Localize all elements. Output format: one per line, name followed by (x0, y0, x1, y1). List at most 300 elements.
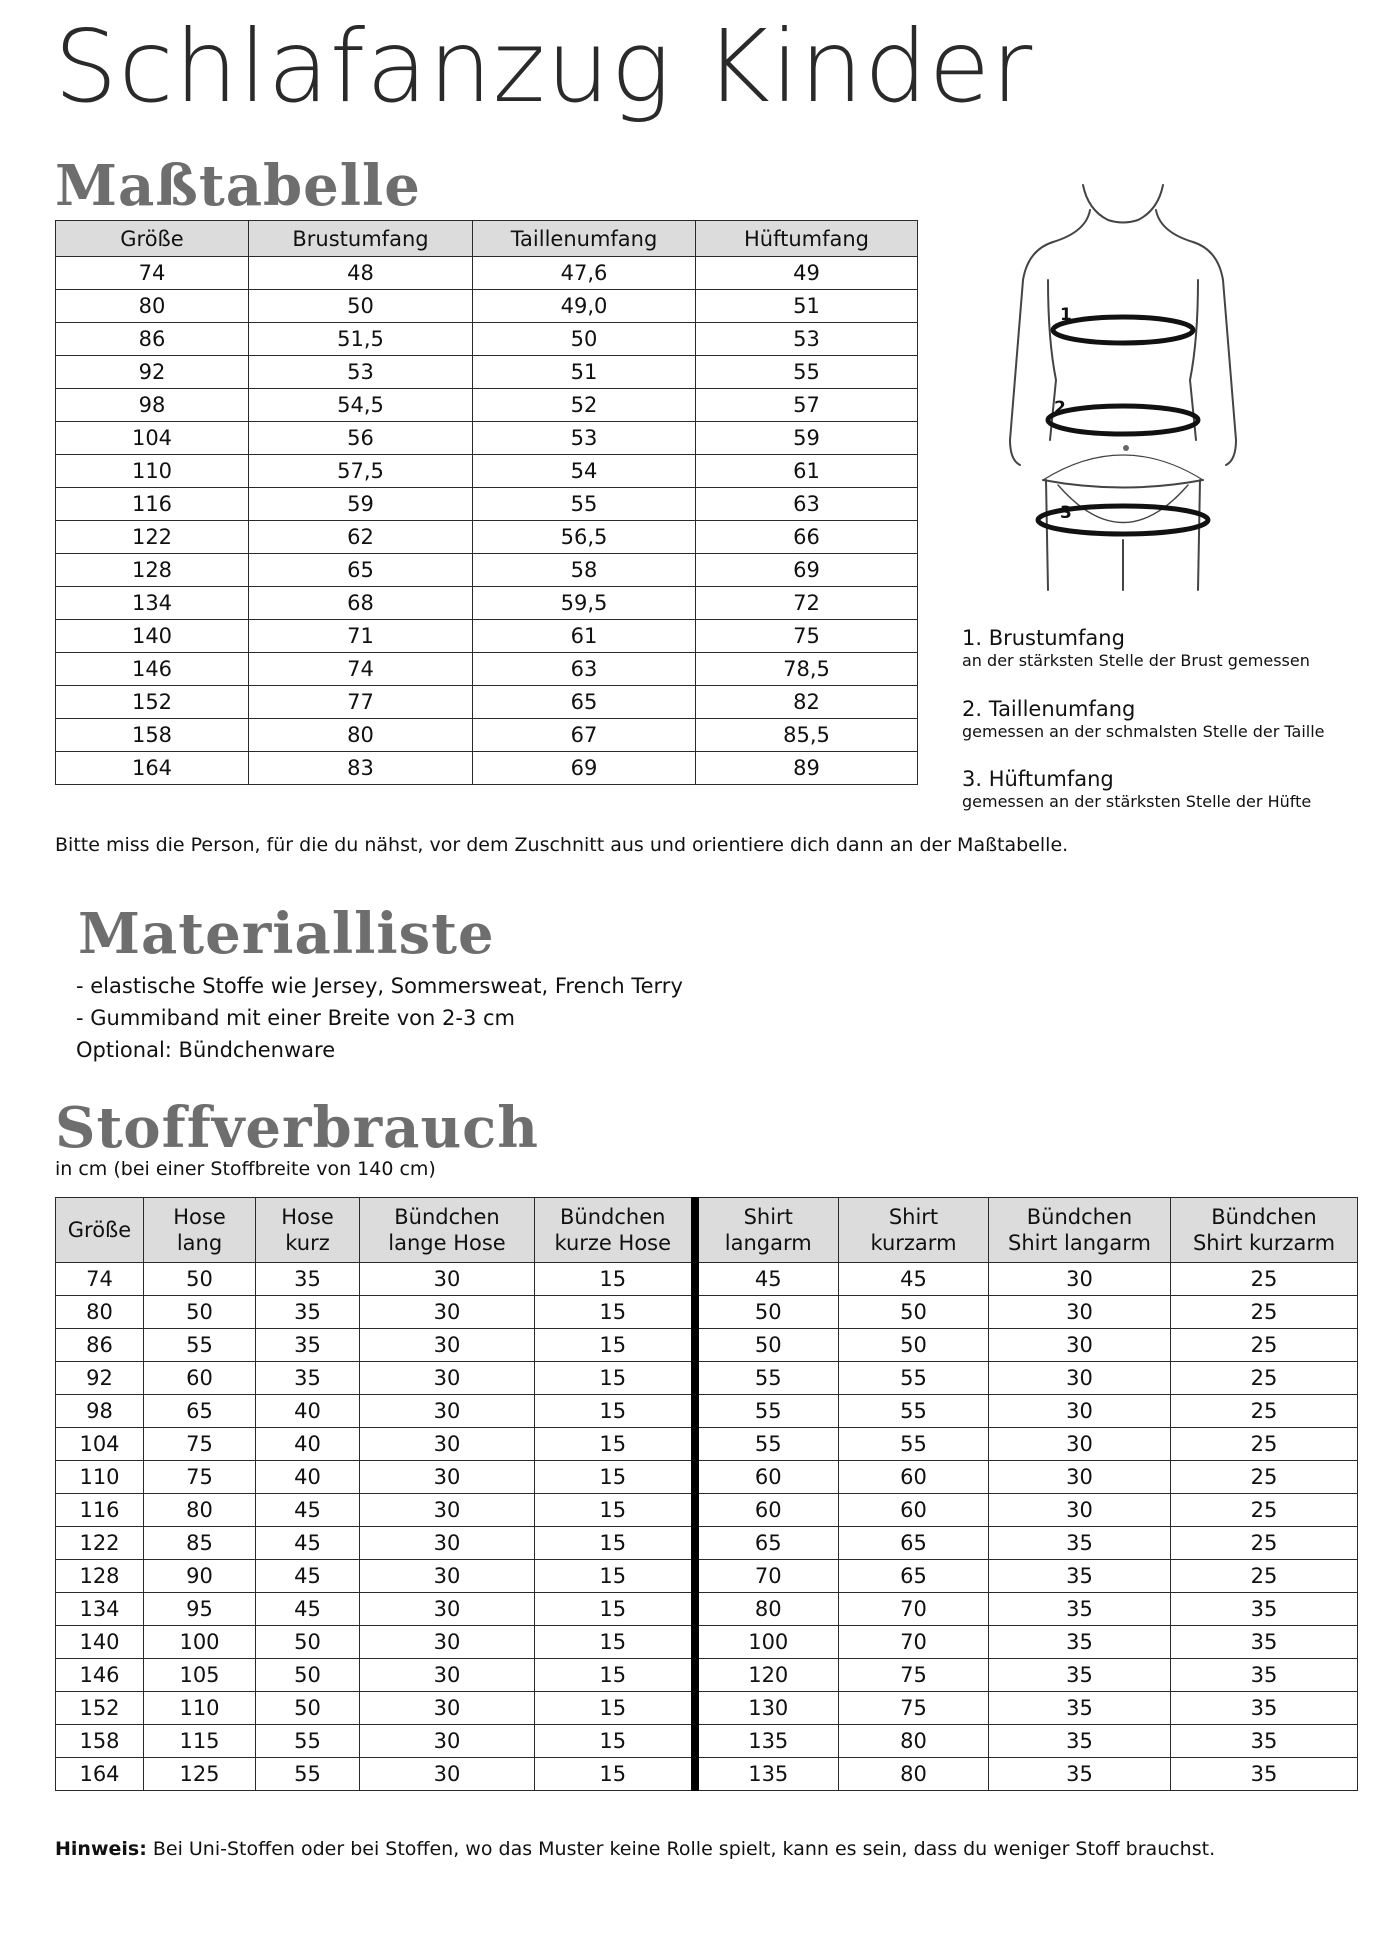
table-cell: 30 (360, 1263, 535, 1296)
table-row (56, 1329, 1358, 1362)
table-row (56, 554, 918, 587)
table-row (56, 1692, 1358, 1725)
table-row (56, 1461, 1358, 1494)
table-cell: 55 (839, 1428, 989, 1461)
table-cell: 35 (256, 1296, 360, 1329)
measure-table-heading: Maßtabelle (55, 153, 421, 219)
table-cell: 69 (473, 752, 696, 785)
table-cell: 100 (144, 1626, 256, 1659)
table-cell: 80 (56, 290, 249, 323)
table-cell: 25 (1171, 1461, 1358, 1494)
materials-heading: Materialliste (78, 901, 495, 967)
table-cell: 140 (56, 1626, 144, 1659)
fabric-header-line: Shirt kurzarm (1192, 1231, 1336, 1255)
table-cell: 67 (473, 719, 696, 752)
table-cell: 164 (56, 752, 249, 785)
table-cell: 50 (839, 1329, 989, 1362)
table-cell: 25 (1171, 1527, 1358, 1560)
legend-item-chest (962, 626, 1362, 672)
legend-description: an der stärksten Stelle der Brust gemessen (962, 651, 1310, 671)
table-cell: 70 (695, 1560, 839, 1593)
table-cell: 30 (360, 1428, 535, 1461)
fabric-header-line: langarm (724, 1231, 812, 1255)
table-cell: 45 (256, 1593, 360, 1626)
table-cell: 140 (56, 620, 249, 653)
table-cell: 25 (1171, 1560, 1358, 1593)
table-cell: 45 (256, 1560, 360, 1593)
table-row (56, 521, 918, 554)
table-cell: 30 (989, 1263, 1171, 1296)
table-cell: 98 (56, 389, 249, 422)
table-cell: 89 (696, 752, 918, 785)
table-cell: 30 (360, 1362, 535, 1395)
table-cell: 57 (696, 389, 918, 422)
table-cell: 50 (839, 1296, 989, 1329)
table-row (56, 1428, 1358, 1461)
fabric-header-cell (1171, 1198, 1358, 1263)
marker-hip: 3 (1060, 503, 1072, 523)
table-cell: 55 (839, 1395, 989, 1428)
table-cell: 75 (839, 1659, 989, 1692)
table-cell: 35 (989, 1659, 1171, 1692)
measure-table-body (56, 257, 918, 785)
table-cell: 15 (535, 1626, 695, 1659)
fabric-header-line: Bündchen (1026, 1204, 1133, 1229)
table-cell: 35 (989, 1560, 1171, 1593)
table-cell: 75 (144, 1461, 256, 1494)
fabric-header-cell (535, 1198, 695, 1263)
material-item: Optional: Bündchenware (76, 1038, 336, 1062)
table-cell: 30 (360, 1626, 535, 1659)
table-row (56, 1626, 1358, 1659)
fabric-header-line: Hose (281, 1204, 334, 1229)
table-row (56, 1725, 1358, 1758)
table-cell: 45 (256, 1527, 360, 1560)
table-cell: 92 (56, 356, 249, 389)
table-cell: 63 (473, 653, 696, 686)
table-cell: 35 (989, 1593, 1171, 1626)
table-cell: 71 (249, 620, 473, 653)
table-cell: 35 (1171, 1725, 1358, 1758)
table-cell: 30 (360, 1560, 535, 1593)
table-cell: 15 (535, 1362, 695, 1395)
table-cell: 85 (144, 1527, 256, 1560)
table-cell: 104 (56, 422, 249, 455)
table-cell: 50 (144, 1263, 256, 1296)
table-row (56, 1527, 1358, 1560)
table-row (56, 620, 918, 653)
fabric-header-line: Hose (173, 1204, 226, 1229)
table-cell: 30 (360, 1395, 535, 1428)
table-cell: 82 (696, 686, 918, 719)
table-cell: 55 (696, 356, 918, 389)
table-cell: 68 (249, 587, 473, 620)
fabric-header-line: Bündchen (1211, 1204, 1317, 1229)
table-cell: 30 (989, 1296, 1171, 1329)
fabric-header-line: kurz (285, 1231, 330, 1255)
table-cell: 57,5 (249, 455, 473, 488)
table-cell: 80 (249, 719, 473, 752)
table-cell: 122 (56, 1527, 144, 1560)
table-cell: 100 (695, 1626, 839, 1659)
table-cell: 35 (256, 1263, 360, 1296)
table-cell: 35 (989, 1758, 1171, 1791)
table-cell: 135 (695, 1725, 839, 1758)
fabric-table-subtitle: in cm (bei einer Stoffbreite von 140 cm) (55, 1158, 436, 1180)
fabric-header-cell (695, 1198, 839, 1263)
table-cell: 60 (695, 1461, 839, 1494)
table-cell: 15 (535, 1296, 695, 1329)
table-cell: 158 (56, 719, 249, 752)
table-cell: 30 (360, 1527, 535, 1560)
table-cell: 15 (535, 1659, 695, 1692)
table-cell: 125 (144, 1758, 256, 1791)
page-title: Schlafanzug Kinder (54, 8, 1034, 125)
table-cell: 30 (360, 1692, 535, 1725)
table-row (56, 488, 918, 521)
navel-dot (1123, 445, 1129, 451)
table-cell: 55 (473, 488, 696, 521)
table-row (56, 1593, 1358, 1626)
table-cell: 51,5 (249, 323, 473, 356)
table-cell: 35 (1171, 1626, 1358, 1659)
table-cell: 35 (989, 1527, 1171, 1560)
table-cell: 146 (56, 653, 249, 686)
measurement-lines (1038, 317, 1208, 534)
table-cell: 55 (144, 1329, 256, 1362)
table-cell: 80 (839, 1758, 989, 1791)
table-cell: 40 (256, 1395, 360, 1428)
fabric-header-line: Bündchen (394, 1204, 500, 1229)
table-cell: 30 (989, 1362, 1171, 1395)
table-cell: 158 (56, 1725, 144, 1758)
table-cell: 54,5 (249, 389, 473, 422)
table-row (56, 290, 918, 323)
table-cell: 58 (473, 554, 696, 587)
table-cell: 50 (695, 1329, 839, 1362)
table-cell: 116 (56, 1494, 144, 1527)
fabric-header-cell (360, 1198, 535, 1263)
table-cell: 80 (839, 1725, 989, 1758)
table-cell: 80 (695, 1593, 839, 1626)
table-cell: 110 (56, 1461, 144, 1494)
table-cell: 59,5 (473, 587, 696, 620)
table-cell: 35 (1171, 1659, 1358, 1692)
measure-table (55, 220, 918, 785)
table-row (56, 323, 918, 356)
legend-item-waist (962, 697, 1362, 743)
table-cell: 134 (56, 1593, 144, 1626)
table-row (56, 1395, 1358, 1428)
table-cell: 134 (56, 587, 249, 620)
table-cell: 30 (360, 1296, 535, 1329)
table-cell: 128 (56, 1560, 144, 1593)
table-cell: 75 (696, 620, 918, 653)
legend-title: 1. Brustumfang (962, 626, 1125, 650)
fabric-table-body (56, 1263, 1358, 1791)
table-cell: 86 (56, 1329, 144, 1362)
table-row (56, 1263, 1358, 1296)
table-cell: 53 (473, 422, 696, 455)
fabric-hint (55, 1838, 1215, 1860)
fabric-header-line: Shirt (888, 1204, 939, 1229)
table-row (56, 1560, 1358, 1593)
fabric-header-line: Shirt (743, 1204, 793, 1229)
table-cell: 25 (1171, 1395, 1358, 1428)
table-row (56, 1362, 1358, 1395)
table-cell: 50 (256, 1659, 360, 1692)
table-cell: 25 (1171, 1263, 1358, 1296)
marker-chest: 1 (1060, 305, 1072, 325)
table-cell: 15 (535, 1494, 695, 1527)
table-cell: 15 (535, 1527, 695, 1560)
table-cell: 30 (360, 1758, 535, 1791)
table-cell: 52 (473, 389, 696, 422)
table-cell: 30 (989, 1494, 1171, 1527)
table-cell: 60 (839, 1494, 989, 1527)
table-cell: 77 (249, 686, 473, 719)
fabric-header-cell (144, 1198, 256, 1263)
table-cell: 15 (535, 1692, 695, 1725)
table-cell: 35 (989, 1692, 1171, 1725)
table-cell: 56,5 (473, 521, 696, 554)
fabric-header-line: kurzarm (870, 1231, 957, 1255)
table-cell: 15 (535, 1263, 695, 1296)
table-cell: 56 (249, 422, 473, 455)
table-cell: 25 (1171, 1494, 1358, 1527)
table-cell: 40 (256, 1428, 360, 1461)
legend-item-hip (962, 767, 1362, 813)
table-cell: 25 (1171, 1296, 1358, 1329)
table-cell: 74 (249, 653, 473, 686)
table-cell: 110 (144, 1692, 256, 1725)
table-row (56, 686, 918, 719)
table-cell: 53 (249, 356, 473, 389)
table-row (56, 587, 918, 620)
table-row (56, 1494, 1358, 1527)
table-cell: 65 (839, 1527, 989, 1560)
fabric-header-line: lang (176, 1231, 223, 1255)
fabric-header-line: lange Hose (388, 1231, 506, 1255)
table-cell: 90 (144, 1560, 256, 1593)
table-cell: 47,6 (473, 257, 696, 290)
table-cell: 35 (1171, 1758, 1358, 1791)
fabric-hint-text: Bei Uni-Stoffen oder bei Stoffen, wo das Muster keine Rolle spielt, kann es sein, dass du weniger Stoff brauchst. (146, 1838, 1216, 1860)
table-cell: 50 (695, 1296, 839, 1329)
table-cell: 115 (144, 1725, 256, 1758)
table-cell: 130 (695, 1692, 839, 1725)
table-cell: 164 (56, 1758, 144, 1791)
fabric-header-line: Shirt langarm (1008, 1231, 1151, 1255)
table-cell: 51 (473, 356, 696, 389)
table-cell: 51 (696, 290, 918, 323)
table-row (56, 257, 918, 290)
table-cell: 104 (56, 1428, 144, 1461)
table-cell: 15 (535, 1593, 695, 1626)
body-measurement-figure (998, 180, 1248, 600)
material-item: - Gummiband mit einer Breite von 2-3 cm (76, 1006, 515, 1030)
table-cell: 65 (839, 1560, 989, 1593)
table-cell: 70 (839, 1593, 989, 1626)
table-cell: 35 (1171, 1593, 1358, 1626)
table-cell: 25 (1171, 1329, 1358, 1362)
table-cell: 49,0 (473, 290, 696, 323)
legend-description: gemessen an der schmalsten Stelle der Taille (962, 722, 1325, 742)
table-cell: 15 (535, 1560, 695, 1593)
table-cell: 30 (360, 1593, 535, 1626)
table-cell: 62 (249, 521, 473, 554)
table-cell: 80 (56, 1296, 144, 1329)
table-cell: 30 (360, 1329, 535, 1362)
table-cell: 65 (144, 1395, 256, 1428)
table-cell: 15 (535, 1428, 695, 1461)
table-cell: 60 (695, 1494, 839, 1527)
table-cell: 15 (535, 1725, 695, 1758)
table-cell: 15 (535, 1329, 695, 1362)
fabric-header-line: kurze Hose (554, 1231, 672, 1255)
chest-measure-line (1053, 317, 1193, 343)
table-cell: 98 (56, 1395, 144, 1428)
fabric-header-cell (56, 1198, 144, 1263)
table-row (56, 653, 918, 686)
table-cell: 95 (144, 1593, 256, 1626)
table-cell: 40 (256, 1461, 360, 1494)
table-cell: 30 (360, 1659, 535, 1692)
table-cell: 60 (144, 1362, 256, 1395)
table-cell: 55 (256, 1758, 360, 1791)
table-cell: 74 (56, 1263, 144, 1296)
table-cell: 61 (473, 620, 696, 653)
table-cell: 59 (249, 488, 473, 521)
table-cell: 30 (360, 1494, 535, 1527)
table-row (56, 1659, 1358, 1692)
measure-note: Bitte miss die Person, für die du nähst, vor dem Zuschnitt aus und orientiere dich dann an der Maßtabelle. (55, 834, 1069, 856)
table-cell: 69 (696, 554, 918, 587)
table-cell: 75 (144, 1428, 256, 1461)
fabric-header-cell (256, 1198, 360, 1263)
table-cell: 50 (144, 1296, 256, 1329)
fabric-header-line: Größe (67, 1217, 132, 1242)
table-cell: 55 (695, 1395, 839, 1428)
table-cell: 105 (144, 1659, 256, 1692)
table-cell: 128 (56, 554, 249, 587)
fabric-header-cell (989, 1198, 1171, 1263)
table-cell: 35 (989, 1725, 1171, 1758)
table-cell: 78,5 (696, 653, 918, 686)
table-cell: 60 (839, 1461, 989, 1494)
table-cell: 35 (256, 1329, 360, 1362)
table-row (56, 455, 918, 488)
measure-header-cell: Hüftumfang (696, 221, 918, 257)
table-cell: 30 (360, 1725, 535, 1758)
table-cell: 146 (56, 1659, 144, 1692)
table-cell: 30 (989, 1461, 1171, 1494)
table-cell: 86 (56, 323, 249, 356)
table-row (56, 752, 918, 785)
table-cell: 54 (473, 455, 696, 488)
table-cell: 65 (695, 1527, 839, 1560)
fabric-header-line: Bündchen (560, 1204, 666, 1229)
table-row (56, 1758, 1358, 1791)
table-cell: 35 (1171, 1692, 1358, 1725)
table-row (56, 422, 918, 455)
table-cell: 55 (695, 1362, 839, 1395)
fabric-hint-label: Hinweis: (55, 1838, 147, 1860)
body-outline (1010, 185, 1236, 590)
table-cell: 45 (839, 1263, 989, 1296)
table-cell: 85,5 (696, 719, 918, 752)
fabric-consumption-table (55, 1197, 1358, 1791)
table-cell: 50 (256, 1692, 360, 1725)
table-cell: 59 (696, 422, 918, 455)
fabric-header-row (56, 1198, 1358, 1263)
table-cell: 55 (839, 1362, 989, 1395)
measure-header-cell: Größe (56, 221, 249, 257)
waist-measure-line (1048, 406, 1198, 434)
table-cell: 135 (695, 1758, 839, 1791)
table-cell: 83 (249, 752, 473, 785)
table-cell: 63 (696, 488, 918, 521)
measure-header-cell: Taillenumfang (473, 221, 696, 257)
table-cell: 80 (144, 1494, 256, 1527)
table-cell: 50 (473, 323, 696, 356)
table-cell: 116 (56, 488, 249, 521)
table-cell: 48 (249, 257, 473, 290)
measure-header-cell: Brustumfang (249, 221, 473, 257)
measure-header-row (56, 221, 918, 257)
legend-description: gemessen an der stärksten Stelle der Hüfte (962, 792, 1312, 812)
table-cell: 65 (249, 554, 473, 587)
table-cell: 15 (535, 1758, 695, 1791)
marker-waist: 2 (1054, 398, 1066, 418)
table-cell: 25 (1171, 1362, 1358, 1395)
table-cell: 61 (696, 455, 918, 488)
table-cell: 50 (249, 290, 473, 323)
table-cell: 50 (256, 1626, 360, 1659)
table-cell: 49 (696, 257, 918, 290)
table-cell: 15 (535, 1461, 695, 1494)
table-cell: 30 (989, 1428, 1171, 1461)
table-cell: 66 (696, 521, 918, 554)
table-cell: 53 (696, 323, 918, 356)
legend-title: 2. Taillenumfang (962, 697, 1136, 721)
fabric-header-cell (839, 1198, 989, 1263)
legend-title: 3. Hüftumfang (962, 767, 1114, 791)
material-item: - elastische Stoffe wie Jersey, Sommersweat, French Terry (76, 974, 683, 998)
table-row (56, 719, 918, 752)
table-cell: 35 (256, 1362, 360, 1395)
table-cell: 55 (256, 1725, 360, 1758)
table-row (56, 389, 918, 422)
table-cell: 152 (56, 1692, 144, 1725)
table-cell: 122 (56, 521, 249, 554)
table-cell: 65 (473, 686, 696, 719)
table-cell: 30 (989, 1395, 1171, 1428)
table-cell: 75 (839, 1692, 989, 1725)
table-cell: 55 (695, 1428, 839, 1461)
table-cell: 72 (696, 587, 918, 620)
table-cell: 45 (695, 1263, 839, 1296)
fabric-table-heading: Stoffverbrauch (55, 1095, 539, 1161)
table-row (56, 356, 918, 389)
table-cell: 74 (56, 257, 249, 290)
table-cell: 152 (56, 686, 249, 719)
table-cell: 35 (989, 1626, 1171, 1659)
table-cell: 120 (695, 1659, 839, 1692)
table-cell: 45 (256, 1494, 360, 1527)
table-cell: 30 (360, 1461, 535, 1494)
table-cell: 110 (56, 455, 249, 488)
